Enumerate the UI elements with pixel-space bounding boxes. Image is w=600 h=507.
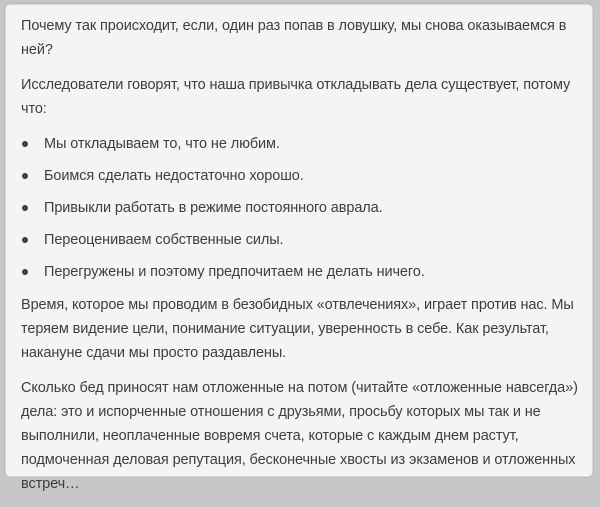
bullet-icon — [22, 141, 28, 147]
list-item-text: Мы откладываем то, что не любим. — [44, 136, 280, 152]
intro-paragraph: Исследователи говорят, что наша привычка откладывать дела существует, потому что: — [21, 77, 571, 117]
list-item-text: Боимся сделать недостаточно хорошо. — [44, 168, 304, 184]
list-item-text: Перегружены и поэтому предпочитаем не делать ничего. — [44, 264, 425, 280]
reasons-list — [21, 132, 581, 284]
bullet-icon — [22, 205, 28, 211]
article-content — [21, 14, 581, 507]
list-item — [21, 260, 581, 284]
list-item-text: Привыкли работать в режиме постоянного аврала. — [44, 200, 383, 216]
bullet-icon — [22, 269, 28, 275]
list-item — [21, 196, 581, 220]
question-paragraph: Почему так происходит, если, один раз попав в ловушку, мы снова оказываемся в ней? — [21, 18, 567, 58]
bullet-icon — [22, 173, 28, 179]
list-item — [21, 228, 581, 252]
distractions-paragraph: Время, которое мы проводим в безобидных «отвлечениях», играет против нас. Мы теряем видение цели, понимание ситуации, уверенность в себе. Как результат, накануне сдачи мы просто раздавлены. — [21, 297, 574, 361]
list-item — [21, 132, 581, 156]
list-item — [21, 164, 581, 188]
article-card — [5, 4, 593, 492]
list-item-text: Переоцениваем собственные силы. — [44, 232, 284, 248]
consequences-paragraph: Сколько бед приносят нам отложенные на потом (читайте «отложенные навсегда») дела: это и испорченные отношения с друзьями, просьбу которых мы так и не выполнили, неоплаченные вовремя счета, которые с каждым днем растут, подмоченная деловая репутация, бесконечные хвосты из экзаменов и отложенных встреч… — [21, 380, 578, 492]
bullet-icon — [22, 237, 28, 243]
